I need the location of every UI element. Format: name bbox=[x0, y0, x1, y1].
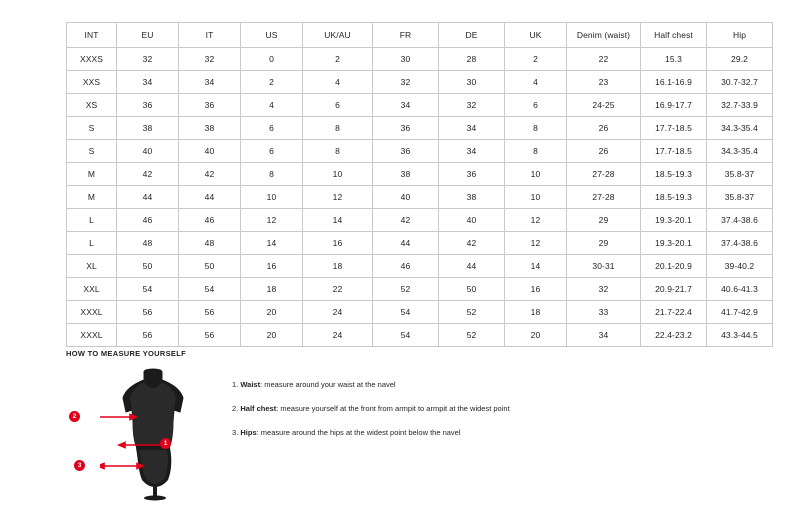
cell: 2 bbox=[505, 48, 567, 71]
table-row bbox=[67, 140, 773, 163]
marker-2-half-chest: 2 bbox=[69, 411, 80, 422]
cell: 24 bbox=[303, 324, 373, 347]
cell: 20.9-21.7 bbox=[641, 278, 707, 301]
measure-instructions bbox=[232, 366, 510, 451]
cell: 36 bbox=[439, 163, 505, 186]
table-row bbox=[67, 232, 773, 255]
cell: 6 bbox=[505, 94, 567, 117]
cell: 41.7-42.9 bbox=[707, 301, 773, 324]
cell: 4 bbox=[241, 94, 303, 117]
cell: XXS bbox=[67, 71, 117, 94]
table-row bbox=[67, 71, 773, 94]
note-index: 1. bbox=[232, 380, 239, 389]
cell: 36 bbox=[117, 94, 179, 117]
table-row bbox=[67, 163, 773, 186]
cell: 56 bbox=[179, 301, 241, 324]
cell: 22 bbox=[303, 278, 373, 301]
cell: XXXL bbox=[67, 301, 117, 324]
cell: 18.5-19.3 bbox=[641, 163, 707, 186]
measure-note-hips bbox=[232, 427, 510, 438]
note-term: Hips bbox=[240, 428, 257, 437]
cell: 32.7-33.9 bbox=[707, 94, 773, 117]
column-header-uk-au: UK/AU bbox=[303, 23, 373, 48]
cell: 48 bbox=[117, 232, 179, 255]
cell: 34 bbox=[567, 324, 641, 347]
column-header-us: US bbox=[241, 23, 303, 48]
cell: 54 bbox=[373, 301, 439, 324]
cell: 8 bbox=[241, 163, 303, 186]
cell: 27-28 bbox=[567, 186, 641, 209]
marker-1-waist: 1 bbox=[160, 438, 171, 449]
cell: 24 bbox=[303, 301, 373, 324]
measure-note-waist bbox=[232, 379, 510, 390]
cell: 34 bbox=[373, 94, 439, 117]
cell: 34 bbox=[439, 117, 505, 140]
cell: 56 bbox=[179, 324, 241, 347]
cell: 16.1-16.9 bbox=[641, 71, 707, 94]
cell: 6 bbox=[241, 140, 303, 163]
cell: 0 bbox=[241, 48, 303, 71]
cell: 14 bbox=[505, 255, 567, 278]
cell: L bbox=[67, 232, 117, 255]
cell: 44 bbox=[179, 186, 241, 209]
cell: 8 bbox=[303, 140, 373, 163]
cell: 46 bbox=[117, 209, 179, 232]
cell: 38 bbox=[117, 117, 179, 140]
cell: 16 bbox=[505, 278, 567, 301]
how-to-measure-title: HOW TO MEASURE YOURSELF bbox=[66, 349, 186, 358]
cell: 4 bbox=[303, 71, 373, 94]
cell: 50 bbox=[179, 255, 241, 278]
cell: 40 bbox=[373, 186, 439, 209]
cell: 42 bbox=[179, 163, 241, 186]
cell: 10 bbox=[505, 186, 567, 209]
how-to-measure-body bbox=[66, 366, 766, 501]
cell: XXXS bbox=[67, 48, 117, 71]
cell: 36 bbox=[373, 140, 439, 163]
cell: 24-25 bbox=[567, 94, 641, 117]
cell: 15.3 bbox=[641, 48, 707, 71]
cell: 43.3-44.5 bbox=[707, 324, 773, 347]
marker-3-hips: 3 bbox=[74, 460, 85, 471]
cell: 19.3-20.1 bbox=[641, 209, 707, 232]
cell: 38 bbox=[179, 117, 241, 140]
table-header bbox=[67, 23, 773, 48]
cell: 34 bbox=[179, 71, 241, 94]
table-row bbox=[67, 48, 773, 71]
note-text: : measure around the hips at the widest point below the navel bbox=[256, 428, 461, 437]
cell: 32 bbox=[117, 48, 179, 71]
cell: 20.1-20.9 bbox=[641, 255, 707, 278]
cell: 30-31 bbox=[567, 255, 641, 278]
cell: 38 bbox=[439, 186, 505, 209]
cell: 16 bbox=[241, 255, 303, 278]
cell: 14 bbox=[241, 232, 303, 255]
cell: M bbox=[67, 163, 117, 186]
cell: 2 bbox=[241, 71, 303, 94]
cell: 54 bbox=[117, 278, 179, 301]
note-term: Waist bbox=[240, 380, 261, 389]
cell: 37.4-38.6 bbox=[707, 209, 773, 232]
table-row bbox=[67, 278, 773, 301]
cell: 18 bbox=[505, 301, 567, 324]
table-body bbox=[67, 48, 773, 347]
cell: 36 bbox=[373, 117, 439, 140]
table-row bbox=[67, 209, 773, 232]
cell: 23 bbox=[567, 71, 641, 94]
cell: 34 bbox=[439, 140, 505, 163]
table-row bbox=[67, 301, 773, 324]
note-index: 2. bbox=[232, 404, 239, 413]
cell: 20 bbox=[505, 324, 567, 347]
cell: 16 bbox=[303, 232, 373, 255]
cell: 52 bbox=[439, 324, 505, 347]
cell: 14 bbox=[303, 209, 373, 232]
cell: 10 bbox=[303, 163, 373, 186]
cell: 38 bbox=[373, 163, 439, 186]
cell: 27-28 bbox=[567, 163, 641, 186]
cell: 50 bbox=[439, 278, 505, 301]
mannequin-figure bbox=[72, 366, 210, 501]
cell: 56 bbox=[117, 301, 179, 324]
table-row bbox=[67, 117, 773, 140]
cell: 29 bbox=[567, 232, 641, 255]
cell: 10 bbox=[505, 163, 567, 186]
cell: 30 bbox=[373, 48, 439, 71]
cell: 18 bbox=[241, 278, 303, 301]
cell: 22 bbox=[567, 48, 641, 71]
cell: XS bbox=[67, 94, 117, 117]
cell: XXL bbox=[67, 278, 117, 301]
cell: 48 bbox=[179, 232, 241, 255]
cell: 26 bbox=[567, 117, 641, 140]
cell: 44 bbox=[439, 255, 505, 278]
cell: 37.4-38.6 bbox=[707, 232, 773, 255]
cell: 18.5-19.3 bbox=[641, 186, 707, 209]
column-header-eu: EU bbox=[117, 23, 179, 48]
column-header-fr: FR bbox=[373, 23, 439, 48]
column-header-denim-waist: Denim (waist) bbox=[567, 23, 641, 48]
cell: 29.2 bbox=[707, 48, 773, 71]
column-header-uk: UK bbox=[505, 23, 567, 48]
cell: 12 bbox=[303, 186, 373, 209]
cell: 40 bbox=[117, 140, 179, 163]
mannequin-illustration bbox=[100, 366, 210, 501]
cell: XL bbox=[67, 255, 117, 278]
cell: 33 bbox=[567, 301, 641, 324]
cell: 16.9-17.7 bbox=[641, 94, 707, 117]
cell: 8 bbox=[505, 117, 567, 140]
cell: 21.7-22.4 bbox=[641, 301, 707, 324]
cell: 26 bbox=[567, 140, 641, 163]
cell: 44 bbox=[117, 186, 179, 209]
column-header-de: DE bbox=[439, 23, 505, 48]
cell: 10 bbox=[241, 186, 303, 209]
cell: 29 bbox=[567, 209, 641, 232]
cell: 32 bbox=[567, 278, 641, 301]
cell: 6 bbox=[303, 94, 373, 117]
cell: 40 bbox=[179, 140, 241, 163]
cell: 54 bbox=[373, 324, 439, 347]
cell: 4 bbox=[505, 71, 567, 94]
cell: 28 bbox=[439, 48, 505, 71]
cell: 42 bbox=[373, 209, 439, 232]
table-row bbox=[67, 324, 773, 347]
cell: 12 bbox=[241, 209, 303, 232]
cell: 44 bbox=[373, 232, 439, 255]
column-header-int: INT bbox=[67, 23, 117, 48]
column-header-it: IT bbox=[179, 23, 241, 48]
cell: 42 bbox=[117, 163, 179, 186]
cell: 8 bbox=[505, 140, 567, 163]
cell: 30 bbox=[439, 71, 505, 94]
cell: L bbox=[67, 209, 117, 232]
cell: 54 bbox=[179, 278, 241, 301]
cell: 22.4-23.2 bbox=[641, 324, 707, 347]
cell: 19.3-20.1 bbox=[641, 232, 707, 255]
cell: 12 bbox=[505, 209, 567, 232]
measure-note-half-chest bbox=[232, 403, 510, 414]
table-row bbox=[67, 255, 773, 278]
cell: 2 bbox=[303, 48, 373, 71]
cell: 35.8-37 bbox=[707, 186, 773, 209]
cell: 35.8-37 bbox=[707, 163, 773, 186]
note-term: Half chest bbox=[240, 404, 277, 413]
how-to-measure-section bbox=[66, 349, 766, 501]
cell: 34.3-35.4 bbox=[707, 117, 773, 140]
cell: 56 bbox=[117, 324, 179, 347]
cell: 40.6-41.3 bbox=[707, 278, 773, 301]
table-row bbox=[67, 186, 773, 209]
cell: 46 bbox=[373, 255, 439, 278]
cell: S bbox=[67, 140, 117, 163]
cell: 8 bbox=[303, 117, 373, 140]
size-table-container bbox=[66, 22, 758, 347]
cell: 17.7-18.5 bbox=[641, 117, 707, 140]
note-index: 3. bbox=[232, 428, 239, 437]
note-text: : measure yourself at the front from armpit to armpit at the widest point bbox=[276, 404, 510, 413]
note-text: : measure around your waist at the navel bbox=[260, 380, 396, 389]
cell: 40 bbox=[439, 209, 505, 232]
cell: 12 bbox=[505, 232, 567, 255]
cell: 36 bbox=[179, 94, 241, 117]
cell: 32 bbox=[373, 71, 439, 94]
table-header-row bbox=[67, 23, 773, 48]
cell: 17.7-18.5 bbox=[641, 140, 707, 163]
cell: 32 bbox=[179, 48, 241, 71]
cell: 42 bbox=[439, 232, 505, 255]
table-row bbox=[67, 94, 773, 117]
cell: 52 bbox=[373, 278, 439, 301]
cell: 20 bbox=[241, 301, 303, 324]
column-header-half-chest: Half chest bbox=[641, 23, 707, 48]
cell: 39-40.2 bbox=[707, 255, 773, 278]
cell: 34.3-35.4 bbox=[707, 140, 773, 163]
cell: M bbox=[67, 186, 117, 209]
cell: XXXL bbox=[67, 324, 117, 347]
cell: 6 bbox=[241, 117, 303, 140]
cell: 50 bbox=[117, 255, 179, 278]
column-header-hip: Hip bbox=[707, 23, 773, 48]
cell: 20 bbox=[241, 324, 303, 347]
size-conversion-table bbox=[66, 22, 773, 347]
cell: S bbox=[67, 117, 117, 140]
cell: 34 bbox=[117, 71, 179, 94]
cell: 18 bbox=[303, 255, 373, 278]
cell: 32 bbox=[439, 94, 505, 117]
cell: 52 bbox=[439, 301, 505, 324]
cell: 46 bbox=[179, 209, 241, 232]
cell: 30.7-32.7 bbox=[707, 71, 773, 94]
